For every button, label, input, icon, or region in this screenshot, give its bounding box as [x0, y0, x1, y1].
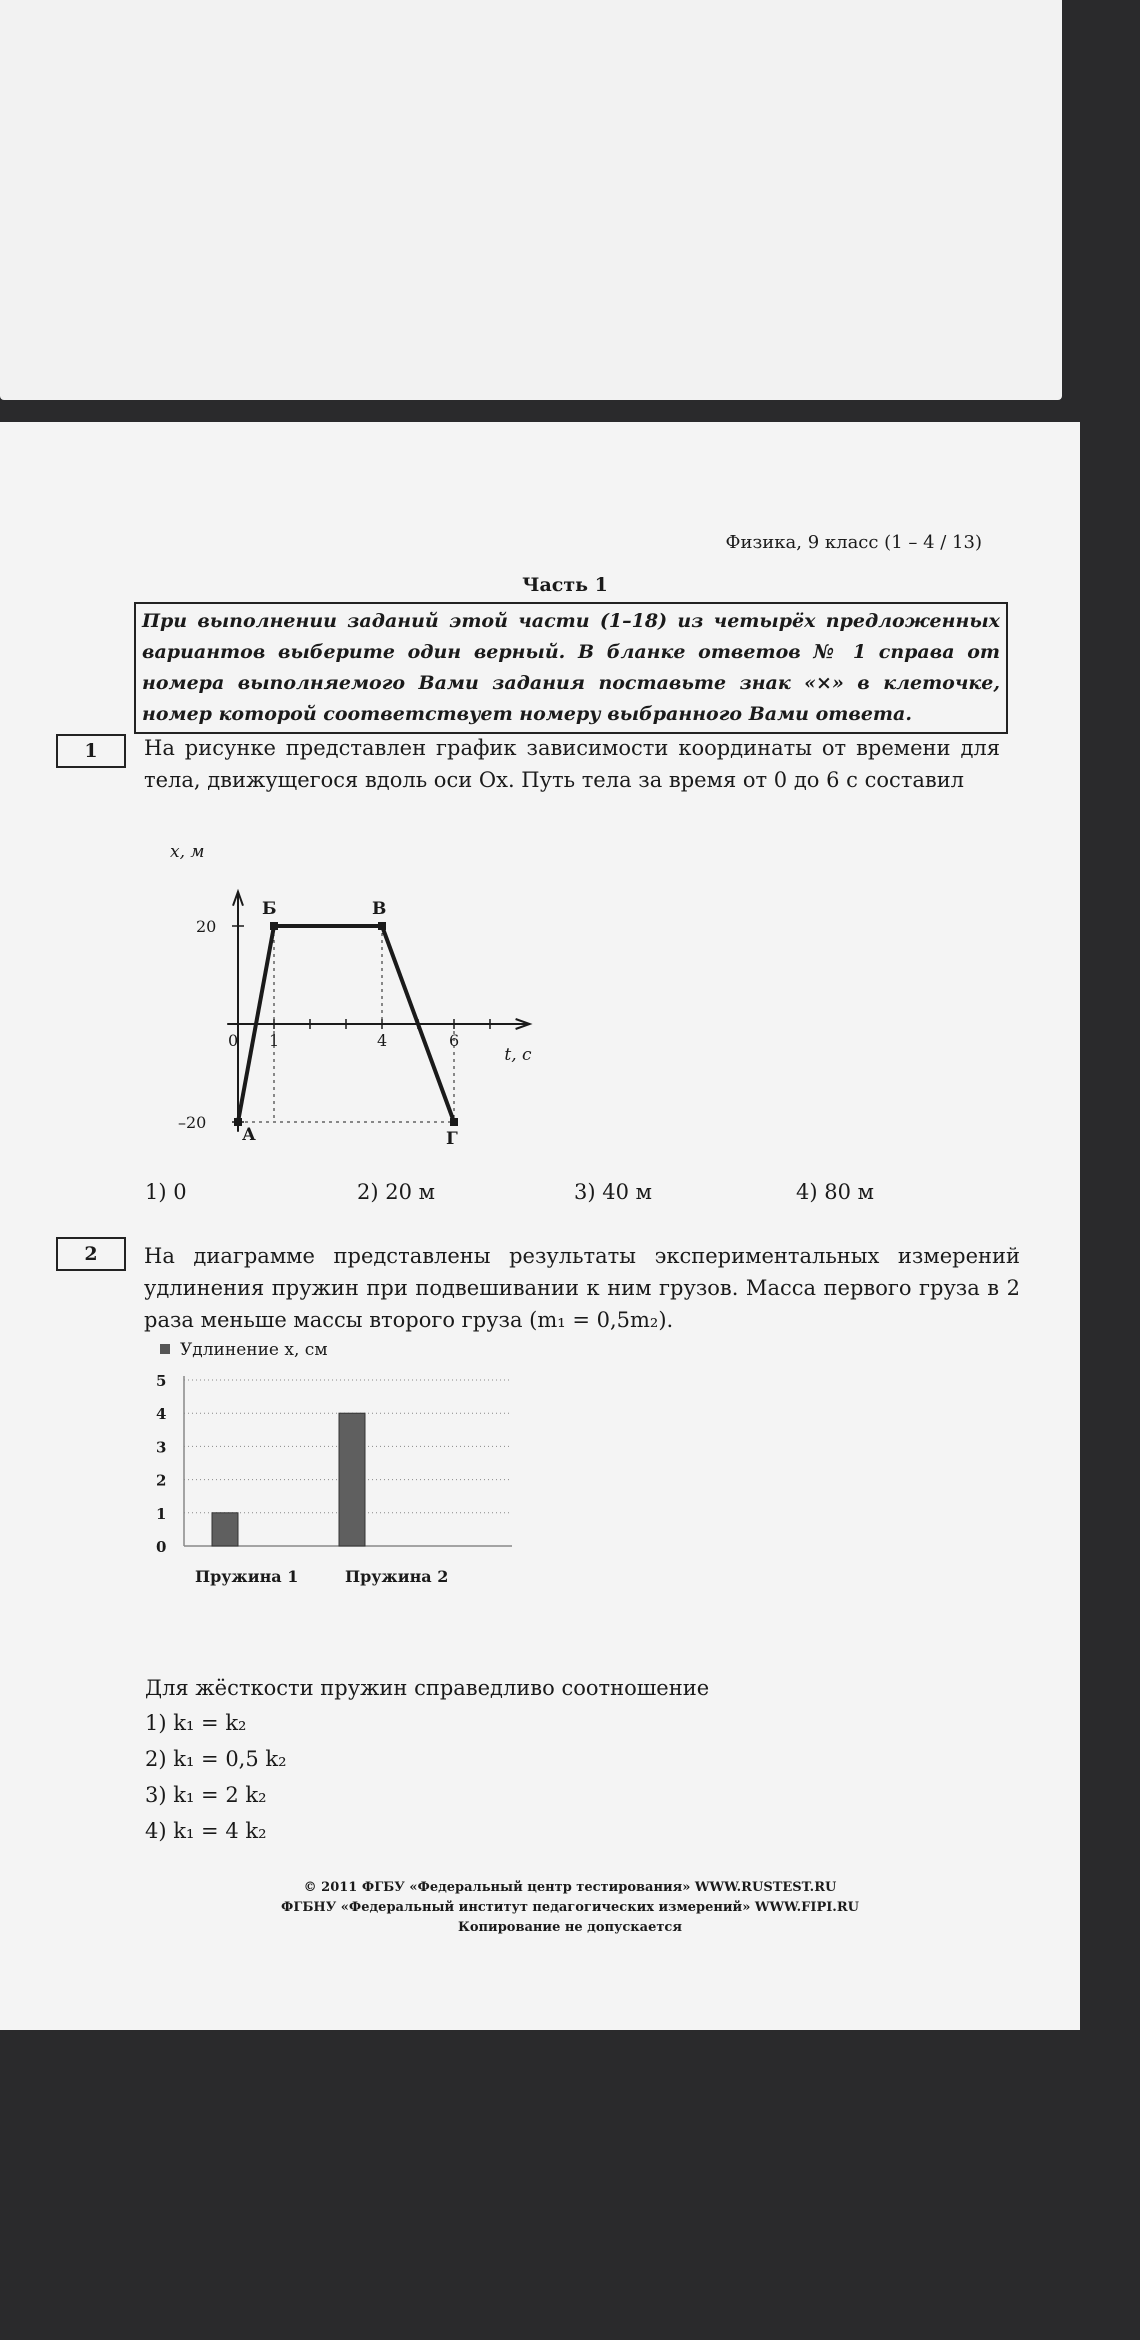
- category-label: Пружина 2: [345, 1567, 449, 1586]
- footer-line-3: Копирование не допускается: [458, 1920, 682, 1935]
- point-label: Г: [446, 1129, 458, 1149]
- previous-page-sheet: [0, 0, 1062, 400]
- legend-swatch: [160, 1344, 170, 1354]
- part-title: Часть 1: [522, 574, 608, 596]
- t-tick-label: 1: [269, 1031, 280, 1050]
- graph-point: [234, 1118, 242, 1126]
- q2-answer-1: 1) k₁ = k₂: [145, 1711, 247, 1735]
- category-label: Пружина 1: [195, 1567, 299, 1586]
- position-time-graph: [160, 832, 690, 1149]
- y-tick-label: 4: [156, 1405, 167, 1424]
- point-label: А: [242, 1125, 256, 1145]
- graph-point: [450, 1118, 458, 1126]
- graph-point: [270, 922, 278, 930]
- t-tick-label: 0: [228, 1031, 239, 1050]
- point-label: В: [372, 899, 387, 919]
- x-axis-label: x, м: [170, 842, 205, 862]
- question-1-number: 1: [56, 734, 126, 768]
- t-axis-label: t, c: [504, 1045, 532, 1065]
- bar: [339, 1413, 365, 1546]
- t-tick-label: 6: [449, 1031, 460, 1050]
- bar: [212, 1513, 238, 1546]
- q2-answer-4: 4) k₁ = 4 k₂: [145, 1819, 267, 1843]
- exam-page: [0, 422, 1080, 2030]
- question-1-text: На рисунке представлен график зависимости координаты от времени для тела, движущегося вдоль оси Ox. Путь тела за время от 0 до 6 с составил: [144, 736, 1000, 792]
- question-2-prompt: Для жёсткости пружин справедливо соотношение: [145, 1676, 710, 1700]
- page-header: Физика, 9 класс (1 – 4 / 13): [725, 532, 982, 553]
- question-2-number: 2: [56, 1237, 126, 1271]
- q2-answer-3: 3) k₁ = 2 k₂: [145, 1783, 267, 1807]
- x-tick-label: 20: [196, 917, 217, 936]
- q1-option-4: 4) 80 м: [796, 1180, 874, 1204]
- q1-option-3: 3) 40 м: [574, 1180, 652, 1204]
- y-tick-label: 3: [156, 1438, 167, 1457]
- y-tick-label: 2: [156, 1471, 167, 1490]
- q1-option-2: 2) 20 м: [357, 1180, 435, 1204]
- instructions-box: При выполнении заданий этой части (1–18) из четырёх предложенных вариантов выберите один верный. В бланке ответов № 1 справа от номера выполняемого Вами задания поставьте знак «×» в клеточке, номер которой соответствует номеру выбранного Вами ответа.: [134, 602, 1008, 734]
- q1-option-1: 1) 0: [145, 1180, 187, 1204]
- footer-line-1: © 2011 ФГБУ «Федеральный центр тестирования» WWW.RUSTEST.RU: [303, 1880, 837, 1895]
- footer-line-2: ФГБНУ «Федеральный институт педагогических измерений» WWW.FIPI.RU: [281, 1900, 859, 1915]
- page-footer: [0, 1878, 1140, 1938]
- q2-answer-2: 2) k₁ = 0,5 k₂: [145, 1747, 287, 1771]
- graph-point: [378, 922, 386, 930]
- y-tick-label: 0: [156, 1538, 167, 1556]
- legend-label: Удлинение x, см: [180, 1340, 328, 1360]
- question-2-text: На диаграмме представлены результаты экспериментальных измерений удлинения пружин при подвешивании к ним грузов. Масса первого груза в 2 раза меньше массы второго груза (m₁ = 0,5m₂).: [144, 1244, 1020, 1332]
- y-tick-label: 1: [156, 1504, 167, 1523]
- spring-extension-chart: [150, 1340, 530, 1586]
- t-tick-label: 4: [377, 1031, 388, 1050]
- x-tick-label: –20: [178, 1113, 207, 1132]
- y-tick-label: 5: [156, 1372, 167, 1390]
- point-label: Б: [262, 899, 277, 919]
